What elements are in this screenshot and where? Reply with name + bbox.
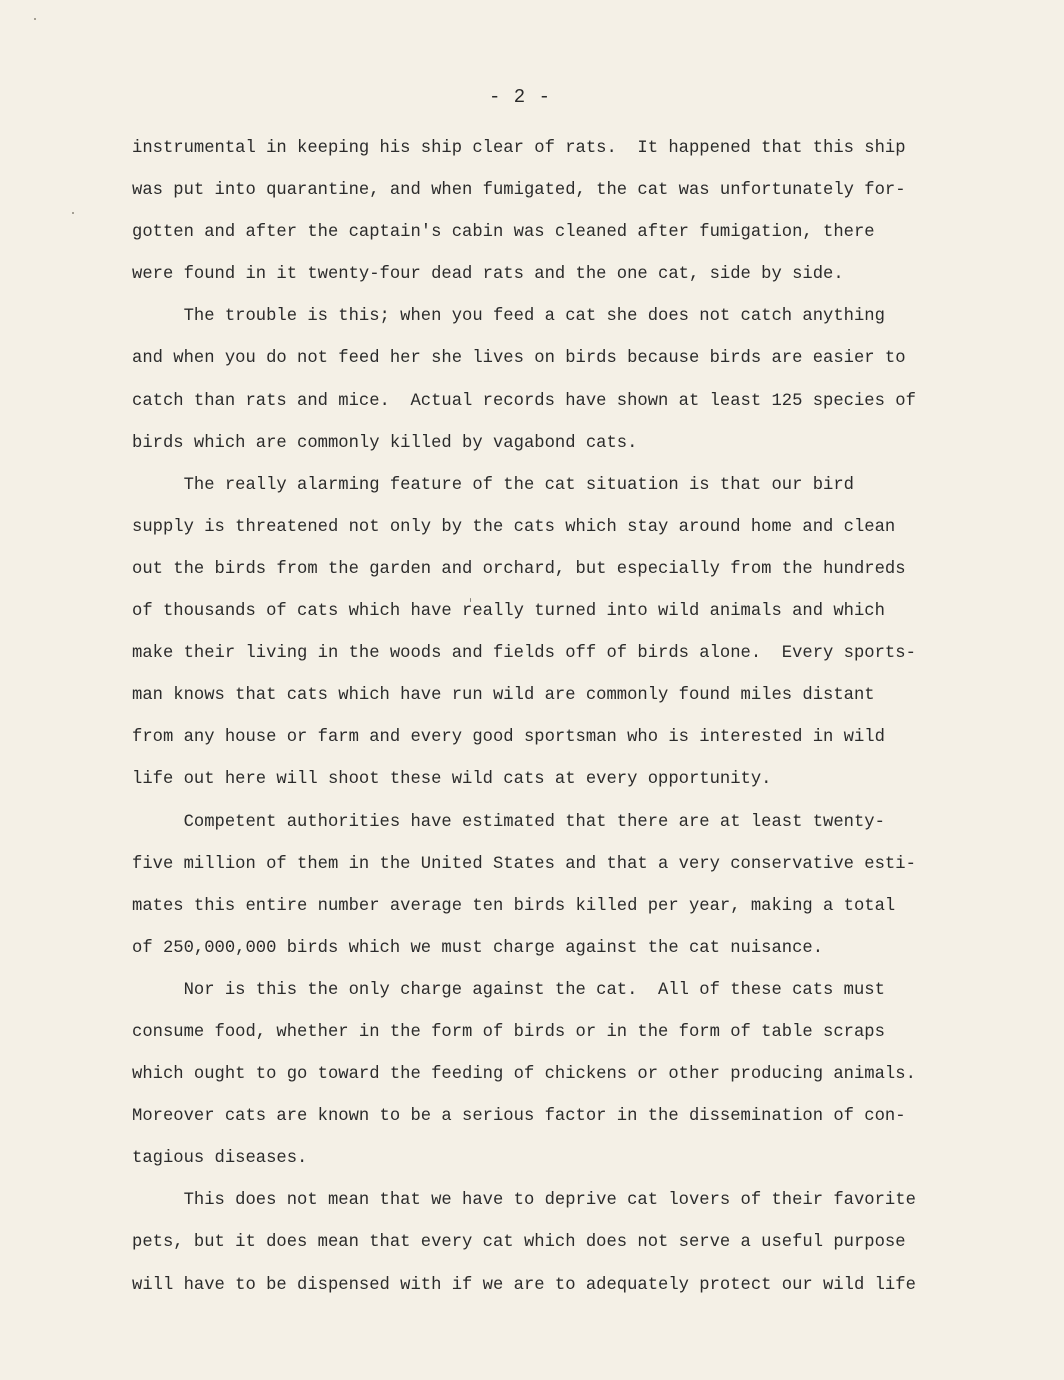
text-line: were found in it twenty-four dead rats and the one cat, side by side. [132, 265, 844, 285]
text-line: gotten and after the captain's cabin was cleaned after fumigation, there [132, 223, 875, 243]
text-line: make their living in the woods and fields off of birds alone. Every sports- [132, 644, 916, 664]
text-line: mates this entire number average ten birds killed per year, making a total [132, 896, 896, 916]
text-line: tagious diseases. [132, 1149, 308, 1169]
text-line: The trouble is this; when you feed a cat she does not catch anything [132, 307, 885, 327]
text-line: instrumental in keeping his ship clear of rats. It happened that this ship [132, 139, 906, 158]
text-line: was put into quarantine, and when fumigated, the cat was unfortunately for- [132, 181, 906, 201]
text-line: of thousands of cats which have really turned into wild animals and which [132, 602, 885, 622]
text-line: out the birds from the garden and orchard, but especially from the hundreds [132, 559, 906, 579]
paper-speck [72, 212, 74, 214]
text-line: pets, but it does mean that every cat which does not serve a useful purpose [132, 1233, 906, 1253]
text-line: This does not mean that we have to deprive cat lovers of their favorite [132, 1191, 916, 1211]
text-line: Moreover cats are known to be a serious factor in the dissemination of con- [132, 1107, 906, 1127]
text-line: The really alarming feature of the cat situation is that our bird [132, 475, 854, 495]
text-line: catch than rats and mice. Actual records have shown at least 125 species of [132, 391, 916, 411]
text-line: from any house or farm and every good sportsman who is interested in wild [132, 728, 885, 748]
text-line: five million of them in the United States and that a very conservative esti- [132, 854, 916, 874]
text-line: birds which are commonly killed by vagabond cats. [132, 433, 638, 453]
text-line: consume food, whether in the form of birds or in the form of table scraps [132, 1022, 885, 1042]
text-line: and when you do not feed her she lives on birds because birds are easier to [132, 349, 906, 369]
text-line: Nor is this the only charge against the cat. All of these cats must [132, 980, 885, 1000]
page-number: - 2 - [488, 86, 551, 108]
text-line: man knows that cats which have run wild are commonly found miles distant [132, 686, 875, 706]
text-line: Competent authorities have estimated that there are at least twenty- [132, 812, 885, 832]
text-line: will have to be dispensed with if we are to adequately protect our wild life [132, 1275, 916, 1295]
text-line: life out here will shoot these wild cats at every opportunity. [132, 770, 772, 790]
text-line: supply is threatened not only by the cats which stay around home and clean [132, 517, 896, 537]
text-line: which ought to go toward the feeding of chickens or other producing animals. [132, 1065, 916, 1085]
text-line: of 250,000,000 birds which we must charge against the cat nuisance. [132, 938, 824, 958]
paper-speck [470, 598, 471, 602]
body-text [132, 128, 952, 1307]
paper-speck [34, 18, 36, 20]
